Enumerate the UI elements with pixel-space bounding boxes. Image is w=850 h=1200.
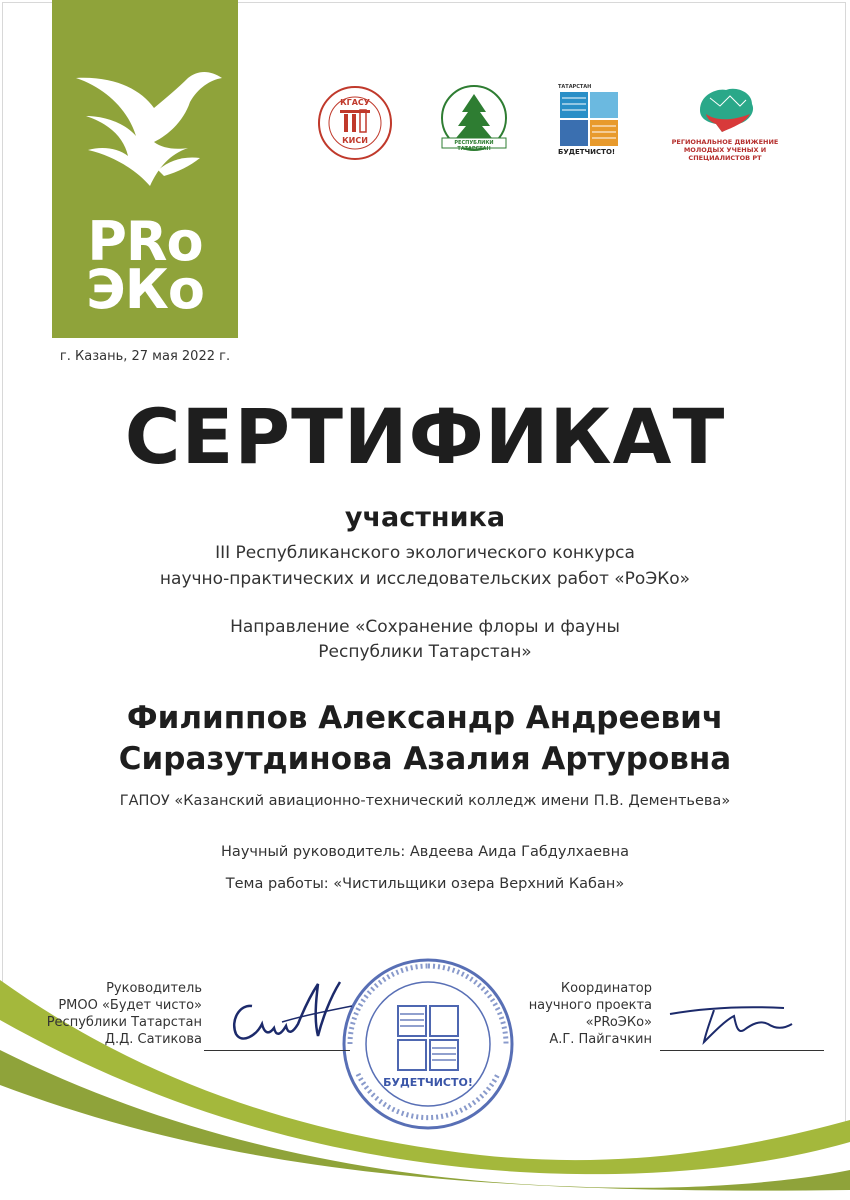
left-signature-icon [222,976,362,1056]
direction-line-1: Направление «Сохранение флоры и фауны [230,617,620,637]
brand-panel [52,0,238,338]
regional-line-1: РЕГИОНАЛЬНОЕ ДВИЖЕНИЕ [671,138,779,146]
left-signatory [22,980,202,1048]
certificate-subtitle: участника [344,502,506,533]
participant-2: Сиразутдинова Азалия Артуровна [118,741,732,777]
certificate-title: СЕРТИФИКАТ [124,392,726,481]
kgasu-top-text: КГАСУ [340,98,370,107]
right-sig-line-1: Координатор [560,981,652,996]
right-signature-line [660,1050,824,1051]
right-sig-line-3: «PRoЭКо» [585,1015,652,1030]
ministry-logo [436,84,512,154]
regional-movement-logo [660,84,790,162]
bch-top-text: ТАТАРСТАН [558,84,592,90]
left-sig-line-4: Д.Д. Сатикова [104,1032,202,1047]
right-sig-line-2: научного проекта [528,998,652,1013]
participant-1: Филиппов Александр Андреевич [126,700,724,736]
contest-line-1: III Республиканского экологического конкурса [215,543,635,563]
regional-text [660,138,790,162]
bch-bottom-text: БУДЕТЧИСТО! [558,148,616,156]
left-sig-line-3: Республики Татарстан [46,1015,202,1030]
supervisor: Научный руководитель: Авдеева Аида Габдулхаевна [221,844,629,860]
work-topic: Тема работы: «Чистильщики озера Верхний Кабан» [225,876,625,892]
direction-line-2: Республики Татарстан» [318,642,532,662]
city-date: г. Казань, 27 мая 2022 г. [59,349,231,364]
left-sig-line-2: РМОО «Будет чисто» [58,998,202,1013]
right-signatory [480,980,652,1048]
contest-line-2: научно-практических и исследовательских работ «РоЭКо» [159,569,691,589]
stamp-caption: БУДЕТЧИСТО! [383,1076,473,1089]
dove-icon [66,58,226,198]
regional-line-2: МОЛОДЫХ УЧЕНЫХ И СПЕЦИАЛИСТОВ РТ [683,146,767,162]
right-signature-icon [664,1000,814,1050]
bch-tiles-icon [558,90,622,154]
brand-line-1: PRo [87,210,203,273]
institution: ГАПОУ «Казанский авиационно-технический колледж имени П.В. Дементьева» [119,793,731,809]
kgasu-bottom-text: КИСИ [342,136,368,145]
brain-emblem-icon [660,84,790,136]
brand-line-2: ЭКо [86,258,204,321]
ministry-caption: РЕСПУБЛИКИ ТАТАРСТАН [454,140,494,152]
kgasu-logo [316,84,394,162]
left-sig-line-1: Руководитель [106,981,202,996]
right-sig-line-4: А.Г. Пайгачкин [549,1032,652,1047]
kgasu-emblem-icon [316,84,394,162]
budet-chisto-logo [558,84,622,158]
